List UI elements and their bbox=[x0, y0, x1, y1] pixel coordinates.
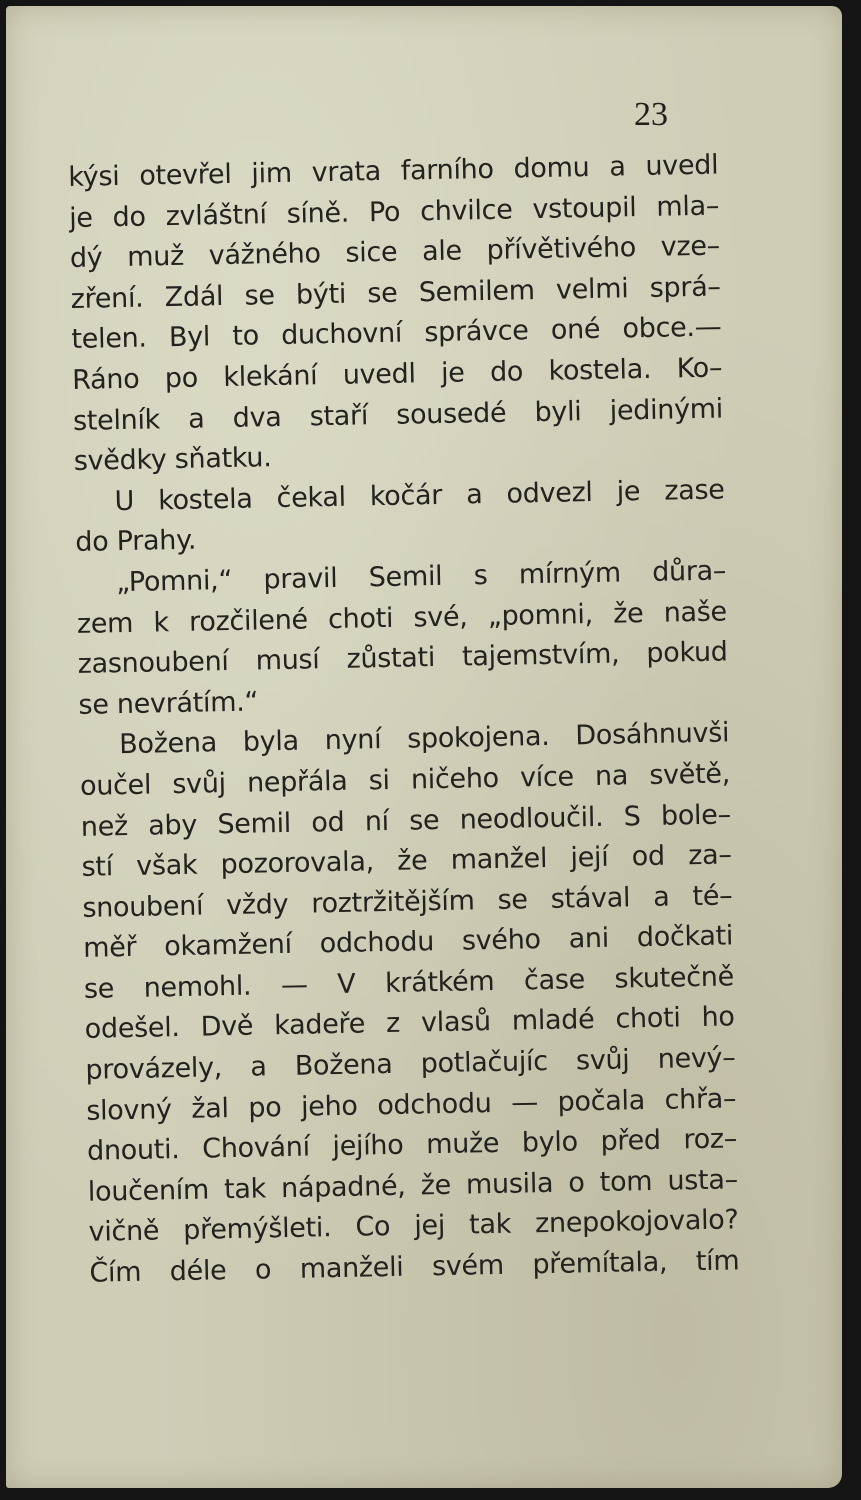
text-line: měř okamžení odchodu svého ani dočkati bbox=[82, 920, 734, 965]
text-line: svědky sňatku. bbox=[73, 442, 272, 478]
text-line: dnouti. Chování jejího muže bylo před roz– bbox=[86, 1123, 738, 1168]
body-text bbox=[68, 146, 740, 1295]
text-line: zasnoubení musí zůstati tajemstvím, pokud bbox=[77, 636, 728, 681]
text-line: snoubení vždy roztržitějším se stával a té– bbox=[82, 880, 733, 924]
text-line: je do zvláštní síně. Po chvilce vstoupil mla– bbox=[68, 190, 720, 234]
text-line: oučel svůj nepřála si ničeho více na světě, bbox=[79, 758, 731, 802]
text-line: slovný žal po jeho odchodu — počala chřa– bbox=[86, 1083, 737, 1127]
text-line: Božena byla nyní spokojena. Dosáhnuvši bbox=[118, 717, 730, 761]
book-page bbox=[6, 6, 842, 1488]
text-line: odešel. Dvě kadeře z vlasů mladé choti ho bbox=[84, 1001, 735, 1046]
text-line: Ráno po klekání uvedl je do kostela. Ko– bbox=[71, 352, 723, 396]
text-line: „Pomni,“ pravil Semil s mírným důra– bbox=[115, 555, 727, 599]
text-line: než aby Semil od ní se neodloučil. S bole– bbox=[80, 798, 732, 843]
text-line: Čím déle o manželi svém přemítala, tím bbox=[89, 1245, 740, 1289]
text-line: zem k rozčilené choti své, „pomni, že naše bbox=[76, 595, 728, 640]
text-line: kýsi otevřel jim vrata farního domu a uvedl bbox=[68, 149, 719, 193]
text-line: U kostela čekal kočár a odvezl je zase bbox=[114, 474, 725, 517]
text-line: zření. Zdál se býti se Semilem velmi sprá– bbox=[70, 271, 721, 315]
text-line: stelník a dva staří sousedé byli jedinými bbox=[72, 393, 724, 437]
text-line: se nevrátím.“ bbox=[78, 686, 259, 721]
text-line: vičně přemýšleti. Co jej tak znepokojovalo? bbox=[88, 1204, 739, 1249]
text-line: provázely, a Božena potlačujíc svůj nevý– bbox=[85, 1042, 736, 1086]
page-number: 23 bbox=[634, 96, 668, 133]
text-line: se nemohl. — V krátkém čase skutečně bbox=[83, 961, 735, 1005]
text-line: do Prahy. bbox=[75, 524, 197, 559]
text-line: dý muž vážného sice ale přívětivého vze– bbox=[69, 230, 721, 275]
text-line: loučením tak nápadné, že musila o tom usta– bbox=[87, 1164, 739, 1208]
text-line: telen. Byl to duchovní správce oné obce.— bbox=[71, 311, 722, 356]
text-line: stí však pozorovala, že manžel její od za– bbox=[81, 839, 732, 883]
